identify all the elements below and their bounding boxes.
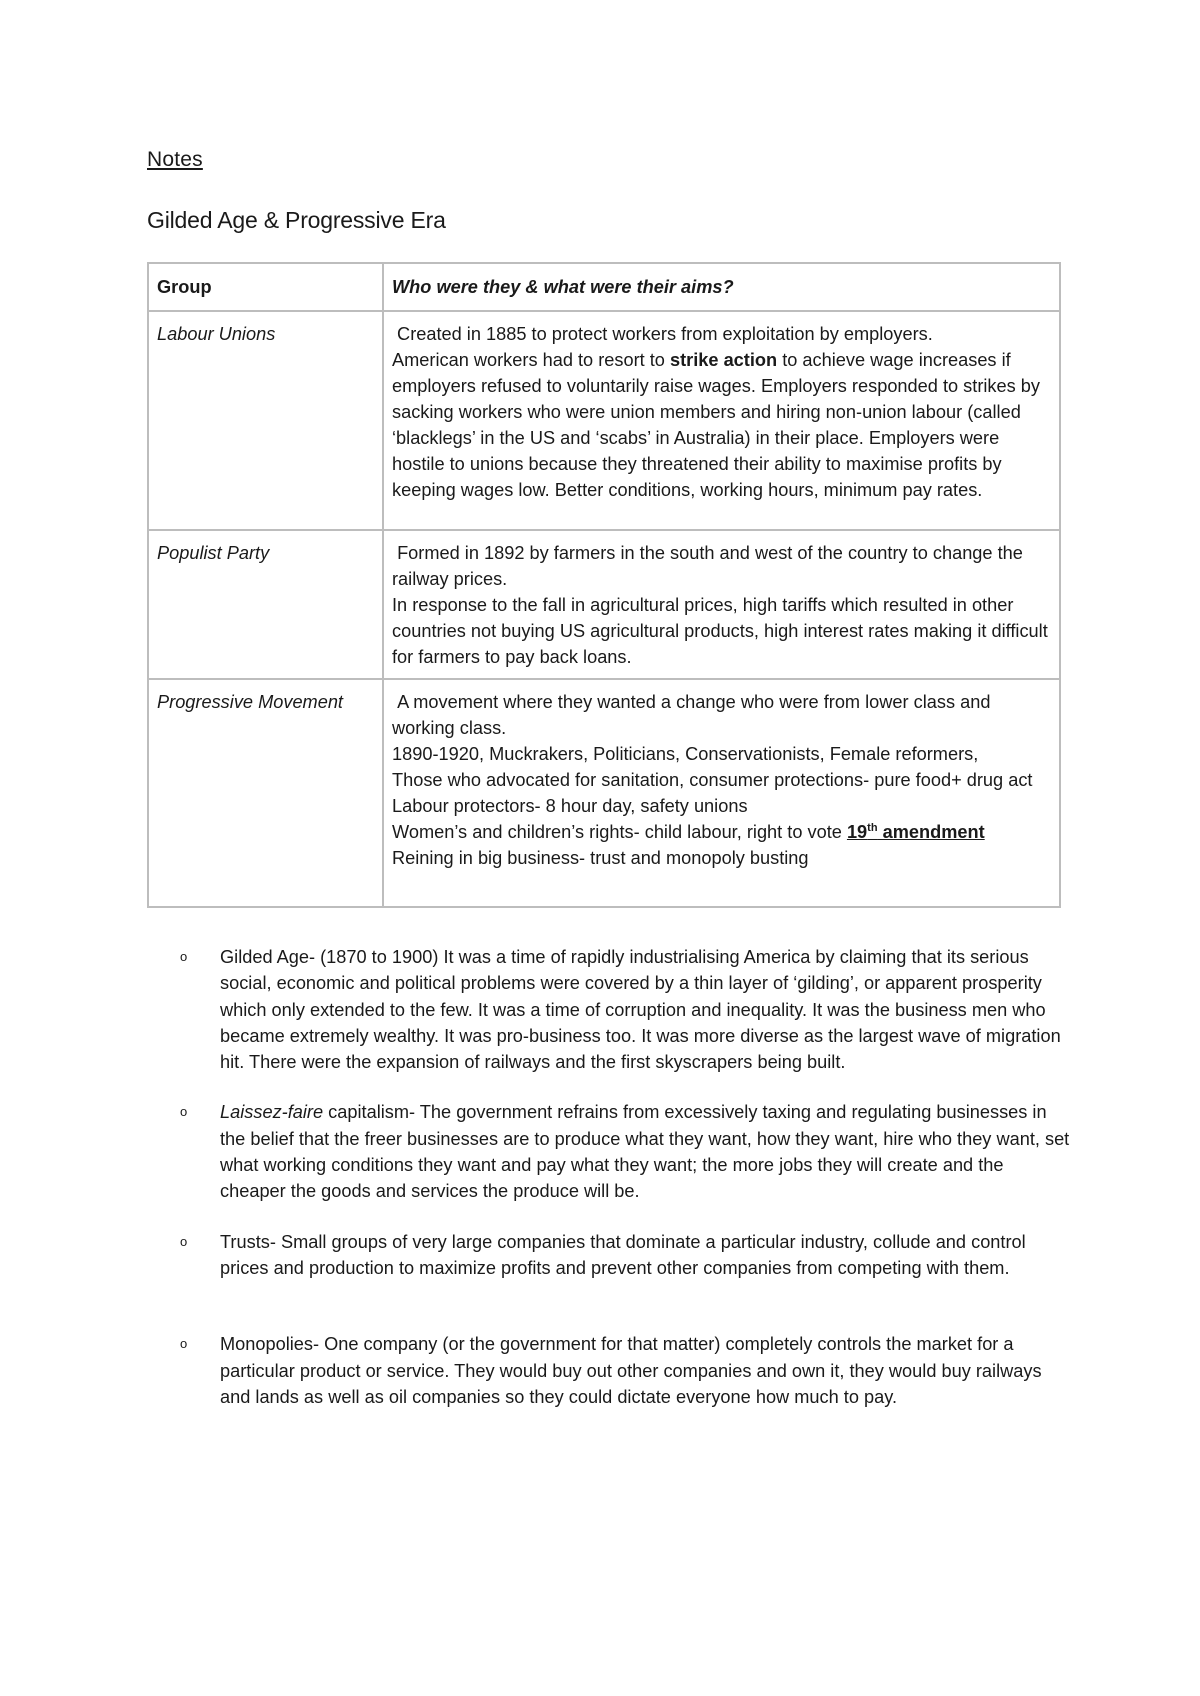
aims-line: Created in 1885 to protect workers from exploitation by employers. <box>392 324 933 344</box>
aims-cell <box>383 530 1060 679</box>
aims-line: Reining in big business- trust and monopoly busting <box>392 848 809 868</box>
amendment-word: amendment <box>877 822 985 842</box>
aims-cell <box>383 311 1060 530</box>
aims-text: Women’s and children’s rights- child labour, right to vote <box>392 822 847 842</box>
notes-label: Notes <box>147 148 203 171</box>
table-row <box>148 679 1060 907</box>
nineteenth-amendment-term <box>847 822 985 842</box>
aims-line: 1890-1920, Muckrakers, Politicians, Conservationists, Female reformers, <box>392 744 979 764</box>
laissez-faire-term: Laissez-faire <box>220 1102 324 1123</box>
column-header-aims: Who were they & what were their aims? <box>383 263 1060 311</box>
list-item <box>180 944 1070 1075</box>
aims-text: American workers had to resort to <box>392 350 670 370</box>
bullet-marker: o <box>180 1104 188 1120</box>
notes-bullet-list <box>180 944 1070 1410</box>
bullet-text: capitalism- The government refrains from excessively taxing and regulating businesses in the belief that the freer businesses are to produce what they want, how they want, hire who they want, set what working conditions they want and pay what they want; the more jobs they will create and the cheaper the goods and services the produce will be. <box>220 1102 1070 1202</box>
aims-line: In response to the fall in agricultural prices, high tariffs which resulted in other countries not buying US agricultural products, high interest rates making it difficult for farmers to pay back loans. <box>392 595 1048 667</box>
column-header-group: Group <box>148 263 383 311</box>
aims-line: Formed in 1892 by farmers in the south and west of the country to change the railway prices. <box>392 543 1028 589</box>
bullet-text: Gilded Age- (1870 to 1900) It was a time of rapidly industrialising America by claiming that its serious social, economic and political problems were covered by a thin layer of ‘gilding’, or apparent prosperity which only extended to the few. It was a time of corruption and inequality. It was the business men who became extremely wealthy. It was pro-business too. It was more diverse as the largest wave of migration hit. There were the expansion of railways and the first skyscrapers being built. <box>220 947 1061 1073</box>
bullet-marker: o <box>180 1336 188 1352</box>
aims-cell <box>383 679 1060 907</box>
amendment-suffix: th <box>867 821 878 834</box>
strike-action-term: strike action <box>669 350 778 370</box>
aims-line <box>392 819 1051 845</box>
group-cell: Populist Party <box>148 530 383 679</box>
list-item <box>180 1331 1070 1410</box>
amendment-number: 19 <box>846 822 868 842</box>
bullet-text: Monopolies- One company (or the government for that matter) completely controls the market for a particular product or service. They would buy out other companies and own it, they would buy railways and lands as well as oil companies so they could dictate everyone how much to pay. <box>220 1334 1042 1407</box>
bullet-marker: o <box>180 1233 188 1249</box>
aims-line: Labour protectors- 8 hour day, safety unions <box>392 796 748 816</box>
list-item <box>180 1229 1070 1282</box>
groups-table <box>147 262 1061 908</box>
aims-line: Those who advocated for sanitation, consumer protections- pure food+ drug act <box>392 770 1033 790</box>
bullet-marker: o <box>180 949 188 964</box>
table-row <box>148 311 1060 530</box>
table-header-row <box>148 263 1060 311</box>
table-row <box>148 530 1060 679</box>
group-cell: Labour Unions <box>148 311 383 530</box>
list-item <box>180 1099 1070 1204</box>
bullet-text: Trusts- Small groups of very large companies that dominate a particular industry, collude and control prices and production to maximize profits and prevent other companies from competing with them. <box>220 1231 1026 1278</box>
page-title: Gilded Age & Progressive Era <box>147 207 446 233</box>
group-cell: Progressive Movement <box>148 679 383 907</box>
aims-text: to achieve wage increases if employers refused to voluntarily raise wages. Employers responded to strikes by sacking workers who were union members and hiring non-union labour (called ‘blacklegs’ in the US and ‘scabs’ in Australia) in their place. Employers were hostile to unions because they threatened their ability to maximise profits by keeping wages low. Better conditions, working hours, minimum pay rates. <box>392 350 1040 500</box>
aims-line: A movement where they wanted a change who were from lower class and working class. <box>392 692 996 738</box>
